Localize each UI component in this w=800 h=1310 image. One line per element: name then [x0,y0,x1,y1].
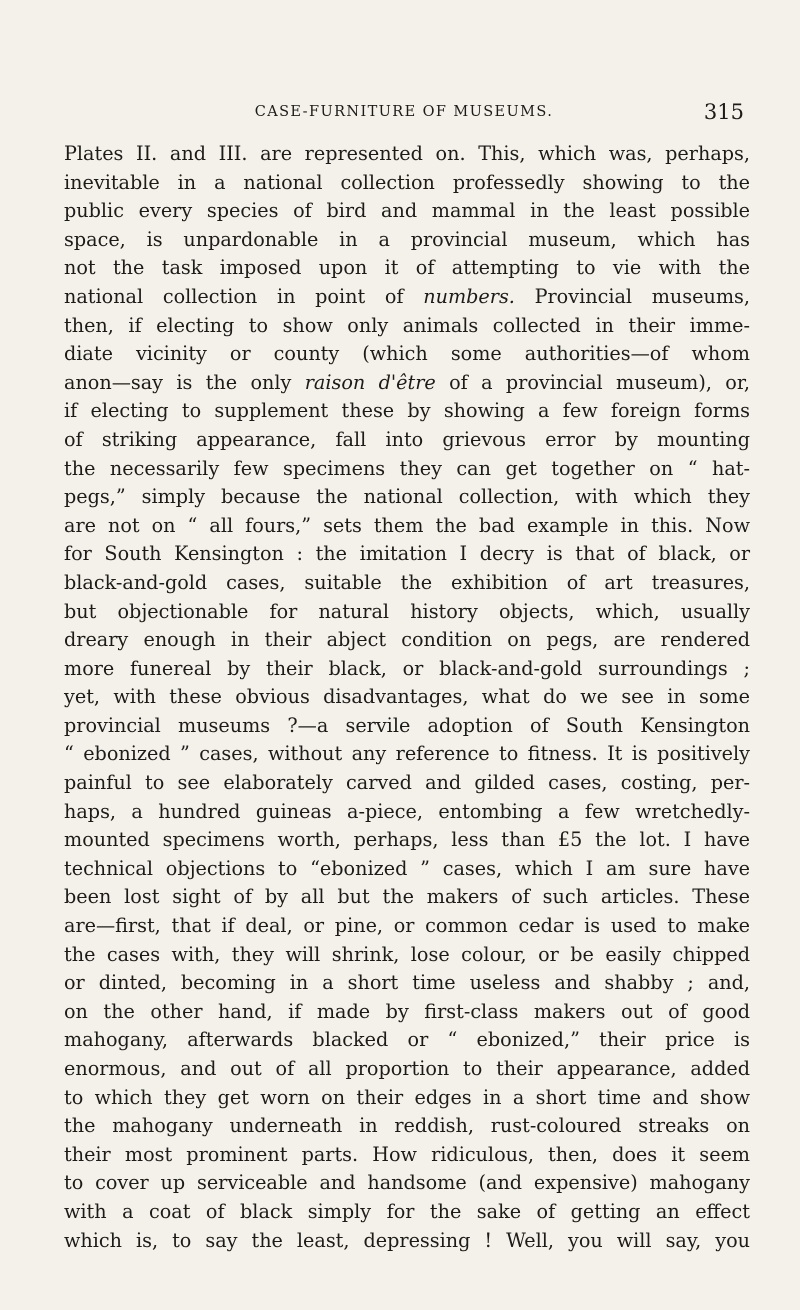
italic-run: numbers. [423,284,515,308]
text-line: their most prominent parts. How ridiculous, then, does it seem [64,1142,750,1166]
text-line: enormous, and out of all proportion to their appearance, added [64,1057,750,1080]
running-head [64,100,744,124]
text-run: national collection in point of [64,284,424,308]
text-line: dreary enough in their abject condition on pegs, are rendered [64,628,750,652]
text-line: not the task imposed upon it of attempting to vie with the [64,256,750,280]
text-line: diate vicinity or county (which some authorities—of whom [64,342,750,366]
text-line: the mahogany underneath in reddish, rust-coloured streaks on [64,1114,750,1138]
text-line: technical objections to “ebonized ” cases, which I am sure have [64,856,750,880]
text-line: are not on “ all fours,” sets them the bad example in this. Now [64,513,750,537]
text-line: of striking appearance, fall into grievous error by mounting [64,427,750,451]
text-line: to which they get worn on their edges in a short time and show [64,1085,750,1109]
text-line: the cases with, they will shrink, lose colour, or be easily chipped [64,942,750,966]
text-line [64,369,750,398]
text-run: anon—say is the only [64,370,305,394]
text-line: to cover up serviceable and handsome (and expensive) mahogany [64,1171,750,1195]
text-line: been lost sight of by all but the makers of such articles. These [64,885,750,909]
text-run: of a provincial museum), or, [435,370,750,394]
text-line: pegs,” simply because the national collection, with which they [64,485,750,509]
text-line [64,283,750,312]
running-title: CASE-FURNITURE OF MUSEUMS. [254,104,554,120]
text-line: mounted specimens worth, perhaps, less than £5 the lot. I have [64,828,750,852]
text-line: with a coat of black simply for the sake of getting an effect [64,1199,750,1223]
text-line: then, if electing to show only animals collected in their imme- [64,313,750,337]
text-line: black-and-gold cases, suitable the exhibition of art treasures, [64,570,750,594]
text-line: the necessarily few specimens they can get together on “ hat- [64,456,750,480]
text-line: if electing to supplement these by showing a few foreign forms [64,399,750,423]
body-text [64,140,750,1255]
text-line: or dinted, becoming in a short time useless and shabby ; and, [64,971,750,995]
text-line: yet, with these obvious disadvantages, what do we see in some [64,685,750,709]
text-line: “ ebonized ” cases, without any reference to fitness. It is positively [64,742,750,766]
text-line: which is, to say the least, depressing ! Well, you will say, you [64,1228,750,1252]
page-number: 315 [703,100,744,124]
text-line: space, is unpardonable in a provincial museum, which has [64,227,750,251]
text-line: are—first, that if deal, or pine, or common cedar is used to make [64,914,750,938]
text-line: Plates II. and III. are represented on. This, which was, perhaps, [64,142,750,165]
italic-run: raison d'être [304,370,436,394]
text-line: but objectionable for natural history objects, which, usually [64,599,750,623]
text-line: public every species of bird and mammal in the least possible [64,199,750,223]
text-line: for South Kensington : the imitation I decry is that of black, or [64,542,750,566]
text-line: inevitable in a national collection professedly showing to the [64,170,750,194]
text-line: more funereal by their black, or black-and-gold surroundings ; [64,656,750,680]
text-line: provincial museums ?—a servile adoption of South Kensington [64,713,750,737]
text-line: on the other hand, if made by first-class makers out of good [64,999,750,1023]
text-line: painful to see elaborately carved and gilded cases, costing, per- [64,771,750,795]
text-line: haps, a hundred guineas a-piece, entombing a few wretchedly- [64,799,750,823]
text-line: mahogany, afterwards blacked or “ ebonized,” their price is [64,1028,750,1052]
text-run: Provincial museums, [514,284,750,308]
